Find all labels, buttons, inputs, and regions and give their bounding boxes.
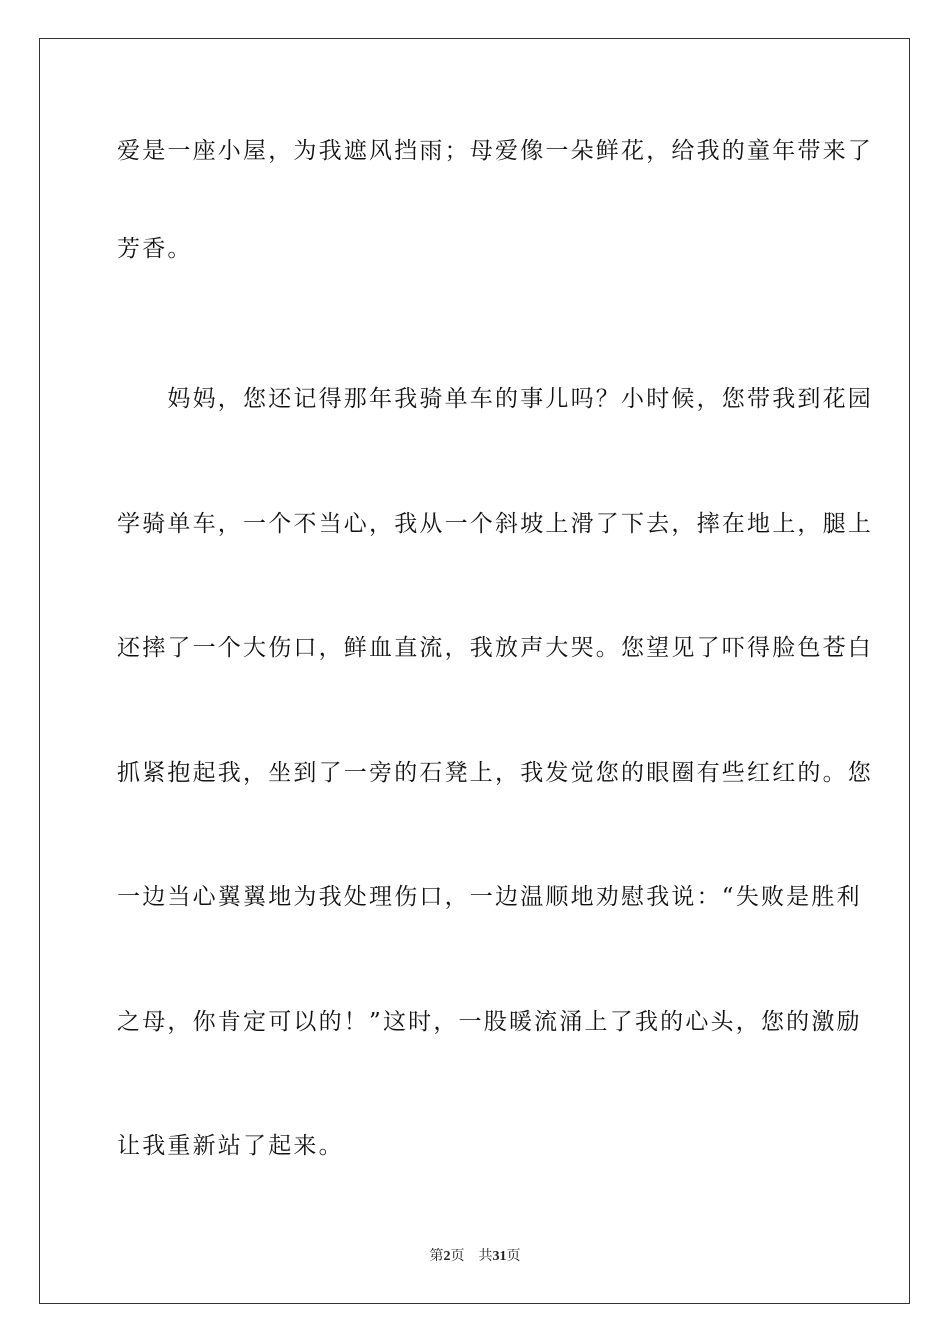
footer-total-prefix: 共 bbox=[478, 1248, 493, 1264]
body-line-6: 抓紧抱起我，坐到了一旁的石凳上，我发觉您的眼圈有些红红的。您 bbox=[117, 760, 873, 786]
footer-page-number: 2 bbox=[443, 1249, 451, 1264]
footer-total-pages: 31 bbox=[492, 1249, 507, 1264]
body-line-3: 妈妈，您还记得那年我骑单车的事儿吗？小时候，您带我到花园 bbox=[117, 386, 873, 412]
page-footer bbox=[0, 1247, 950, 1266]
body-line-7: 一边当心翼翼地为我处理伤口，一边温顺地劝慰我说：“失败是胜利 bbox=[117, 884, 862, 910]
body-line-8: 之母，你肯定可以的！”这时，一股暖流涌上了我的心头，您的激励 bbox=[117, 1009, 862, 1035]
footer-page-prefix: 第 bbox=[429, 1248, 444, 1264]
body-line-1: 爱是一座小屋，为我遮风挡雨；母爱像一朵鲜花，给我的童年带来了 bbox=[117, 138, 873, 164]
footer-total-suffix: 页 bbox=[506, 1248, 521, 1264]
footer-page-suffix: 页 bbox=[450, 1248, 465, 1264]
body-line-2: 芳香。 bbox=[117, 236, 193, 262]
page-border bbox=[39, 38, 910, 1304]
body-line-9: 让我重新站了起来。 bbox=[117, 1133, 344, 1159]
body-line-5: 还摔了一个大伤口，鲜血直流，我放声大哭。您望见了吓得脸色苍白 bbox=[117, 635, 873, 661]
body-line-4: 学骑单车，一个不当心，我从一个斜坡上滑了下去，摔在地上，腿上 bbox=[117, 511, 873, 537]
